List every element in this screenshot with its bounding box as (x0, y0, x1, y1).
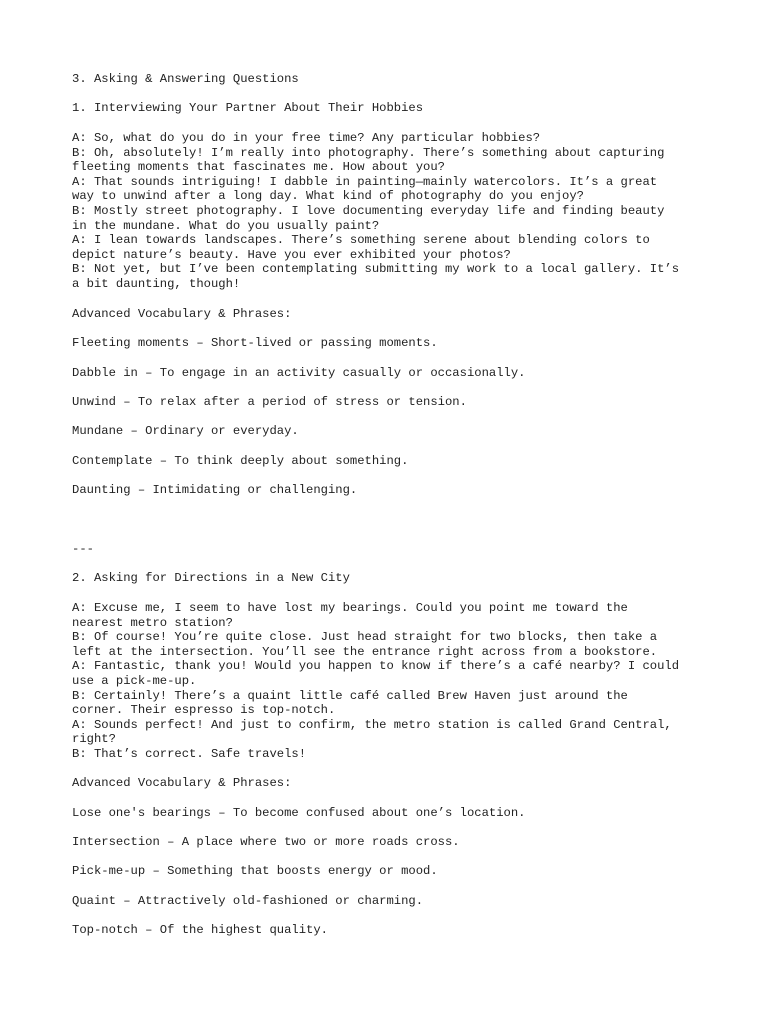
section-2-title: 2. Asking for Directions in a New City (72, 571, 350, 585)
dialogue-line: left at the intersection. You’ll see the entrance right across from a bookstore. (72, 644, 658, 659)
document-heading: 3. Asking & Answering Questions (72, 72, 299, 86)
dialogue-line: A: That sounds intriguing! I dabble in painting—mainly watercolors. It’s a great (72, 174, 658, 189)
dialogue-line: B: Not yet, but I’ve been contemplating submitting my work to a local gallery. It’s (72, 262, 680, 277)
dialogue-line: use a pick-me-up. (72, 674, 197, 688)
vocab-item: Intersection – A place where two or more roads cross. (72, 835, 460, 849)
vocab-item: Unwind – To relax after a period of stress or tension. (72, 395, 467, 409)
dialogue-line: A: I lean towards landscapes. There’s something serene about blending colors to (72, 233, 650, 248)
vocab-item: Fleeting moments – Short-lived or passing moments. (72, 336, 438, 350)
vocab-item: Dabble in – To engage in an activity casually or occasionally. (72, 366, 526, 380)
dialogue-line: B: Certainly! There’s a quaint little café called Brew Haven just around the (72, 688, 628, 703)
section-separator: --- (72, 542, 94, 556)
dialogue-line: A: Fantastic, thank you! Would you happen to know if there’s a café nearby? I could (72, 659, 680, 674)
dialogue-line: a bit daunting, though! (72, 277, 241, 291)
dialogue-line: depict nature’s beauty. Have you ever exhibited your photos? (72, 247, 511, 262)
vocab-item: Lose one's bearings – To become confused about one’s location. (72, 806, 526, 820)
dialogue-line: A: Sounds perfect! And just to confirm, the metro station is called Grand Central, (72, 717, 672, 732)
dialogue-line: B: Oh, absolutely! I’m really into photography. There’s something about capturing (72, 145, 665, 160)
dialogue-line: in the mundane. What do you usually paint? (72, 218, 380, 233)
vocab-item: Mundane – Ordinary or everyday. (72, 424, 299, 438)
dialogue-line: A: So, what do you do in your free time? Any particular hobbies? (72, 131, 541, 145)
vocab-item: Pick-me-up – Something that boosts energy or mood. (72, 864, 438, 878)
dialogue-line: B: That’s correct. Safe travels! (72, 747, 307, 761)
vocab-item: Contemplate – To think deeply about something. (72, 454, 409, 468)
dialogue-line: nearest metro station? (72, 615, 233, 630)
section-1-vocab-title: Advanced Vocabulary & Phrases: (72, 307, 292, 321)
dialogue-line: fleeting moments that fascinates me. How about you? (72, 160, 445, 175)
vocab-item: Top-notch – Of the highest quality. (72, 923, 328, 937)
vocab-item: Daunting – Intimidating or challenging. (72, 483, 358, 497)
dialogue-line: B: Mostly street photography. I love documenting everyday life and finding beauty (72, 204, 665, 218)
dialogue-line: B: Of course! You’re quite close. Just head straight for two blocks, then take a (72, 630, 658, 645)
dialogue-line: A: Excuse me, I seem to have lost my bearings. Could you point me toward the (72, 601, 628, 615)
section-2-vocab-title: Advanced Vocabulary & Phrases: (72, 776, 292, 790)
dialogue-line: right? (72, 732, 116, 747)
dialogue-line: way to unwind after a long day. What kind of photography do you enjoy? (72, 189, 584, 204)
dialogue-line: corner. Their espresso is top-notch. (72, 703, 336, 718)
section-1-title: 1. Interviewing Your Partner About Their Hobbies (72, 101, 424, 115)
vocab-item: Quaint – Attractively old-fashioned or charming. (72, 894, 424, 908)
